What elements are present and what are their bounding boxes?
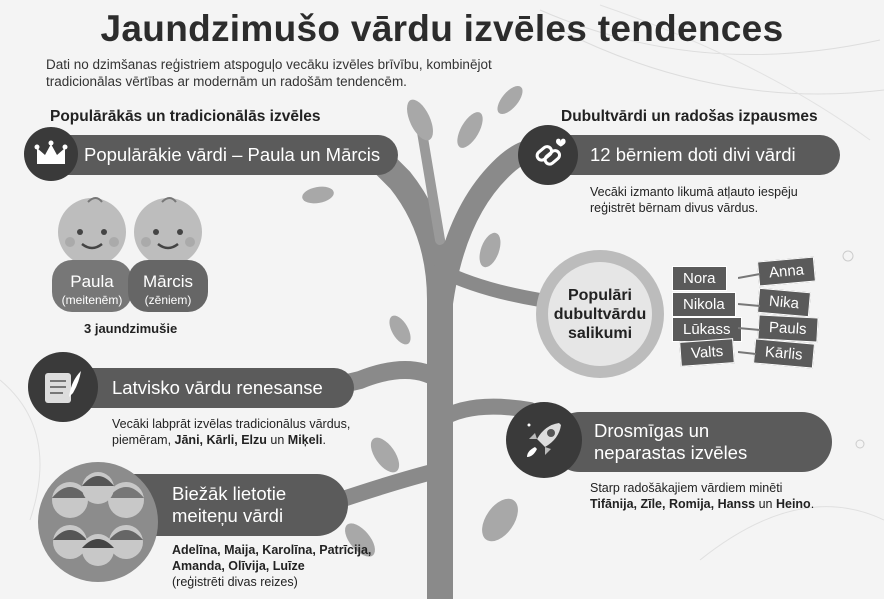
bold-text-mid: un	[755, 497, 776, 511]
intro-text: Dati no dzimšanas reģistriem atspoguļo vecāku izvēles brīvību, kombinējot tradicionālas vērtības ar modernām un radošām tendencēm.	[46, 57, 492, 89]
renaissance-text-pre: Vecāki labprāt izvēlas tradicionālus vārdus, piemēram,	[112, 417, 351, 447]
girls-names-list	[172, 542, 402, 590]
renaissance-text	[112, 416, 372, 448]
crown-icon	[24, 127, 78, 181]
rocket-icon	[506, 402, 582, 478]
girl-name: Paula	[70, 272, 114, 291]
combos-circle	[536, 250, 664, 378]
pair-right-1: Anna	[757, 257, 816, 287]
girls-names-note: (reģistrēti divas reizes)	[172, 575, 298, 589]
bold-bar-line2: neparastas izvēles	[594, 442, 748, 463]
bold-choices-text	[590, 480, 830, 512]
pair-left-4: Valts	[679, 338, 735, 367]
renaissance-text-mid: un	[266, 433, 288, 447]
girls-names-line1: Adelīna, Maija, Karolīna, Patrīcija,	[172, 543, 372, 557]
renaissance-label: Latvisko vārdu renesanse	[112, 377, 323, 398]
girls-faces-icon	[28, 458, 168, 586]
newborn-count: 3 jaundzimušie	[84, 321, 178, 336]
bold-names: Tifānija, Zīle, Romija, Hanss	[590, 497, 756, 511]
bold-name-last: Heino	[775, 497, 811, 511]
renaissance-names: Jāni, Kārli, Elzu	[174, 433, 267, 447]
popular-names-label: Populārākie vārdi – Paula un Mārcis	[84, 144, 381, 165]
pair-right-3: Pauls	[757, 314, 818, 342]
renaissance-bar	[54, 368, 354, 408]
popular-names-bar	[40, 135, 398, 175]
boy-sub: (zēniem)	[144, 293, 192, 307]
renaissance-text-end: .	[322, 433, 327, 447]
right-section-heading: Dubultvārdi un radošas izpausmes	[561, 108, 818, 125]
pair-right-2: Nika	[757, 288, 811, 317]
bold-text-pre: Starp radošākajiem vārdiem minēti	[590, 481, 783, 495]
boy-name: Mārcis	[142, 272, 194, 291]
pair-left-3: Lūkass	[672, 317, 742, 342]
girls-bar-line1: Biežāk lietotie	[172, 483, 287, 504]
chain-hearts-icon	[518, 125, 578, 185]
combos-label: Populāri dubultvārdu salikumi	[548, 262, 652, 366]
connector-lines	[738, 268, 762, 368]
bold-choices-bar	[550, 412, 832, 472]
girl-sub: (meitenēm)	[61, 293, 123, 307]
double-names-text: Vecāki izmanto likumā atļauto iespēju reģistrēt bērnam divus vārdus.	[590, 185, 798, 215]
bold-bar-line1: Drosmīgas un	[594, 420, 710, 441]
pair-right-4: Kārlis	[753, 338, 814, 368]
page-title: Jaundzimušo vārdu izvēles tendences	[100, 8, 784, 49]
bold-text-end: .	[810, 497, 815, 511]
left-section-heading: Populārākās un tradicionālās izvēles	[50, 108, 321, 125]
scroll-quill-icon	[28, 352, 98, 422]
renaissance-name-last: Miķeli	[287, 433, 323, 447]
pair-left-1: Nora	[672, 266, 727, 291]
girls-names-line2: Amanda, Olīvija, Luīze	[172, 559, 305, 573]
double-names-bar	[540, 135, 840, 175]
pair-left-2: Nikola	[672, 292, 736, 317]
girls-bar-line2: meiteņu vārdi	[172, 505, 284, 526]
double-names-label: 12 bērniem doti divi vārdi	[590, 144, 796, 165]
